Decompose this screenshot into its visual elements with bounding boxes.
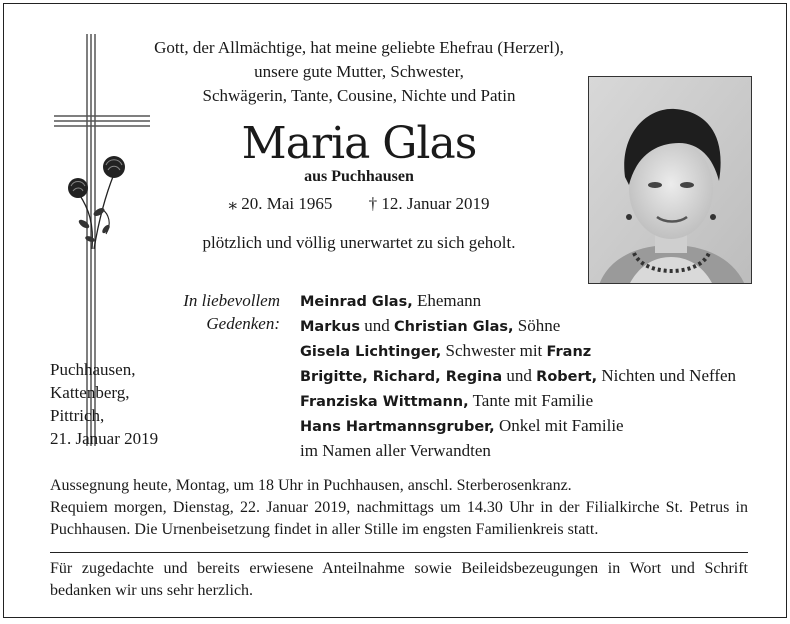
mourner-name: Franziska Wittmann,: [300, 394, 469, 410]
memory-line: In liebevollem: [183, 291, 280, 310]
intro-line: Schwägerin, Tante, Cousine, Nichte und Patin: [202, 86, 516, 105]
intro-line: Gott, der Allmächtige, hat meine geliebte Ehefrau (Herzerl),: [154, 38, 564, 57]
mourner-relation: und: [502, 366, 537, 385]
mourner-relation: Nichten und Neffen: [597, 366, 737, 385]
life-dates: [154, 194, 564, 214]
intro-text: [124, 36, 594, 108]
obituary-notice: [3, 3, 787, 618]
deceased-name: Maria Glas: [241, 118, 477, 169]
death-date: † 12. Januar 2019: [368, 194, 490, 213]
mourner-line: [300, 339, 760, 364]
mourner-relation: Tante mit Familie: [468, 391, 594, 410]
mourner-name: Hans Hartmannsgruber,: [300, 419, 495, 435]
place-line: Puchhausen,: [50, 360, 136, 379]
mourner-relation: und: [359, 316, 394, 335]
mourner-line: [300, 364, 760, 389]
mourner-relation: Schwester mit: [441, 341, 547, 360]
mourner-relation: Ehemann: [412, 291, 482, 310]
mourner-relation: im Namen aller Verwandten: [300, 441, 491, 460]
circumstance-text: plötzlich und völlig unerwartet zu sich geholt.: [202, 233, 516, 252]
intro-line: unsere gute Mutter, Schwester,: [254, 62, 464, 81]
mourner-name: Franz: [546, 344, 592, 360]
memory-line: Gedenken:: [206, 314, 280, 333]
mourner-name: Meinrad Glas,: [300, 294, 413, 310]
place-line: Pittrich,: [50, 406, 105, 425]
place-and-date: [50, 358, 210, 450]
mourner-line: [300, 414, 760, 439]
divider: [50, 552, 748, 553]
mourner-line: [300, 439, 760, 462]
mourner-relation: Onkel mit Familie: [494, 416, 624, 435]
mourner-name: Markus: [300, 319, 360, 335]
thanks-text: Für zugedachte und bereits erwiesene Anteilnahme sowie Beileidsbezeugungen in Wort und Schrift bedanken wir uns sehr herzlich.: [50, 560, 748, 599]
funeral-line: Aussegnung heute, Montag, um 18 Uhr in Puchhausen, anschl. Sterberosenkranz.: [50, 477, 572, 494]
funeral-info: [50, 475, 748, 541]
mourner-line: [300, 289, 760, 314]
date-line: 21. Januar 2019: [50, 429, 159, 448]
birth-date: ⁎ 20. Mai 1965: [228, 194, 333, 213]
mourner-name: Gisela Lichtinger,: [300, 344, 442, 360]
funeral-line: Requiem morgen, Dienstag, 22. Januar 2019, nachmittags um 14.30 Uhr in der Filialkirche St. Petrus in Puchhausen. Die Urnenbeisetzung findet in aller Stille im engsten Familienkreis statt.: [50, 499, 748, 538]
mourner-relation: Söhne: [513, 316, 561, 335]
mourner-name: Brigitte, Richard, Regina: [300, 369, 503, 385]
place-line: Kattenberg,: [50, 383, 130, 402]
deceased-origin: aus Puchhausen: [304, 168, 414, 185]
mourner-line: [300, 314, 760, 339]
mourners-list: [300, 289, 760, 462]
memory-label: [154, 289, 280, 335]
portrait-photo: [588, 76, 752, 284]
mourner-line: [300, 389, 760, 414]
mourner-name: Christian Glas,: [393, 319, 514, 335]
mourner-name: Robert,: [536, 369, 598, 385]
